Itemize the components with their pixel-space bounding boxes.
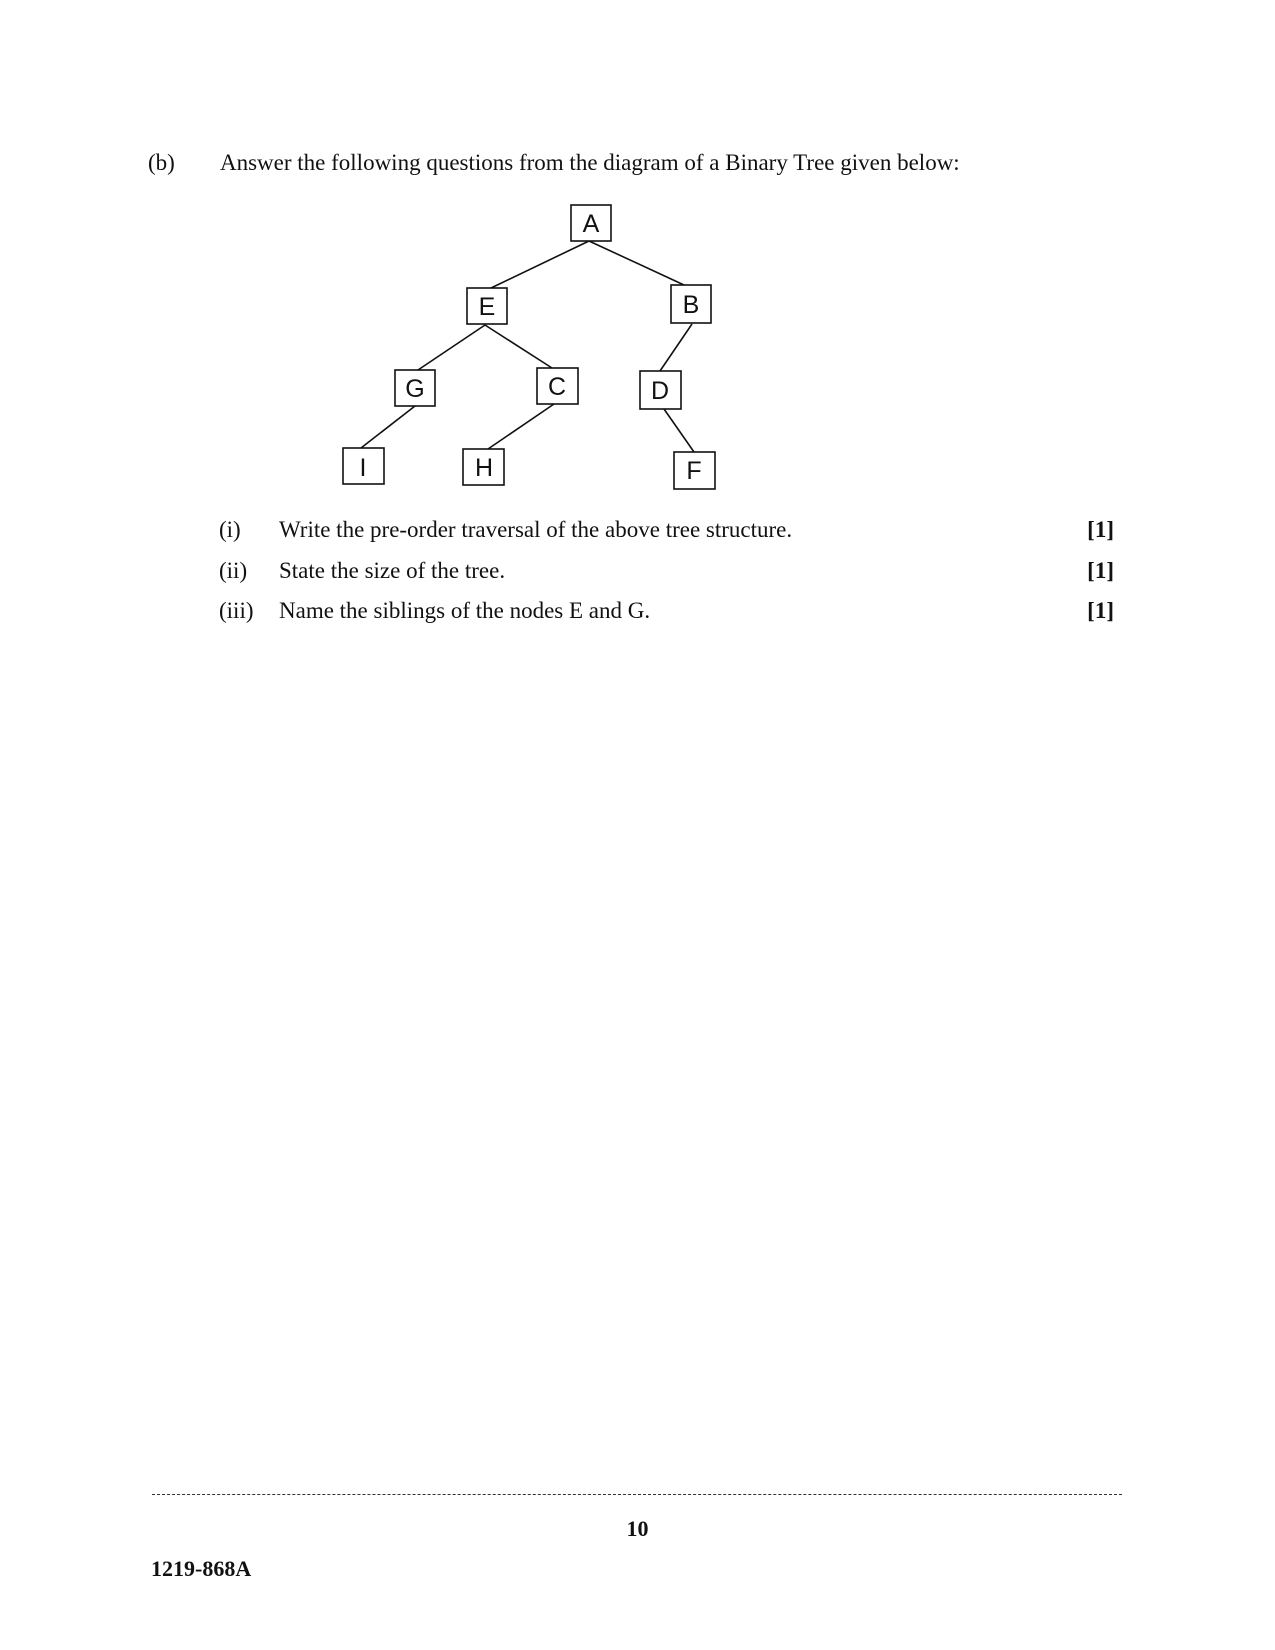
edge-e-g bbox=[418, 325, 485, 370]
binary-tree-diagram bbox=[0, 0, 1275, 520]
question-text: Answer the following questions from the diagram of a Binary Tree given below: bbox=[220, 150, 960, 175]
subquestion-text: Name the siblings of the nodes E and G. bbox=[279, 598, 651, 623]
subquestion-number: (ii) bbox=[219, 558, 248, 583]
edge-b-d bbox=[660, 324, 692, 371]
tree-node-label-f: F bbox=[686, 457, 702, 485]
subquestion-row bbox=[0, 517, 1275, 549]
subquestion-marks: [1] bbox=[1087, 598, 1114, 623]
footer-divider bbox=[152, 1494, 1122, 1495]
tree-edges bbox=[361, 241, 694, 452]
tree-node-label-i: I bbox=[359, 454, 367, 482]
tree-node-c bbox=[537, 368, 578, 404]
tree-node-b bbox=[671, 285, 711, 323]
subquestion-marks: [1] bbox=[1087, 517, 1114, 542]
edge-c-h bbox=[488, 404, 554, 449]
tree-nodes bbox=[343, 205, 715, 489]
tree-node-g bbox=[395, 370, 435, 406]
page-number: 10 bbox=[626, 1516, 649, 1541]
edge-d-f bbox=[664, 409, 694, 452]
subquestion-marks: [1] bbox=[1087, 558, 1114, 583]
tree-node-i bbox=[343, 448, 384, 484]
paper-code: 1219-868A bbox=[151, 1556, 252, 1581]
edge-g-i bbox=[361, 406, 415, 448]
tree-node-f bbox=[674, 452, 715, 489]
tree-node-label-e: E bbox=[478, 293, 496, 321]
tree-node-a bbox=[571, 205, 611, 241]
question-label: (b) bbox=[148, 150, 175, 175]
tree-node-label-d: D bbox=[650, 377, 670, 405]
tree-node-label-b: B bbox=[682, 291, 700, 319]
subquestion-number: (iii) bbox=[219, 598, 254, 623]
edge-e-c bbox=[485, 325, 552, 368]
edge-a-e bbox=[491, 241, 589, 288]
edge-a-b bbox=[589, 241, 684, 285]
subquestion-text: State the size of the tree. bbox=[279, 558, 506, 583]
subquestion-row bbox=[0, 558, 1275, 590]
tree-node-label-c: C bbox=[547, 373, 567, 401]
tree-node-label-a: A bbox=[582, 210, 600, 238]
tree-node-h bbox=[463, 449, 504, 485]
tree-node-label-h: H bbox=[474, 454, 494, 482]
tree-node-e bbox=[467, 288, 507, 324]
subquestion-text: Write the pre-order traversal of the above tree structure. bbox=[279, 517, 793, 542]
tree-node-label-g: G bbox=[405, 375, 425, 403]
tree-node-d bbox=[640, 371, 681, 409]
subquestion-number: (i) bbox=[219, 517, 241, 542]
subquestion-row bbox=[0, 598, 1275, 630]
